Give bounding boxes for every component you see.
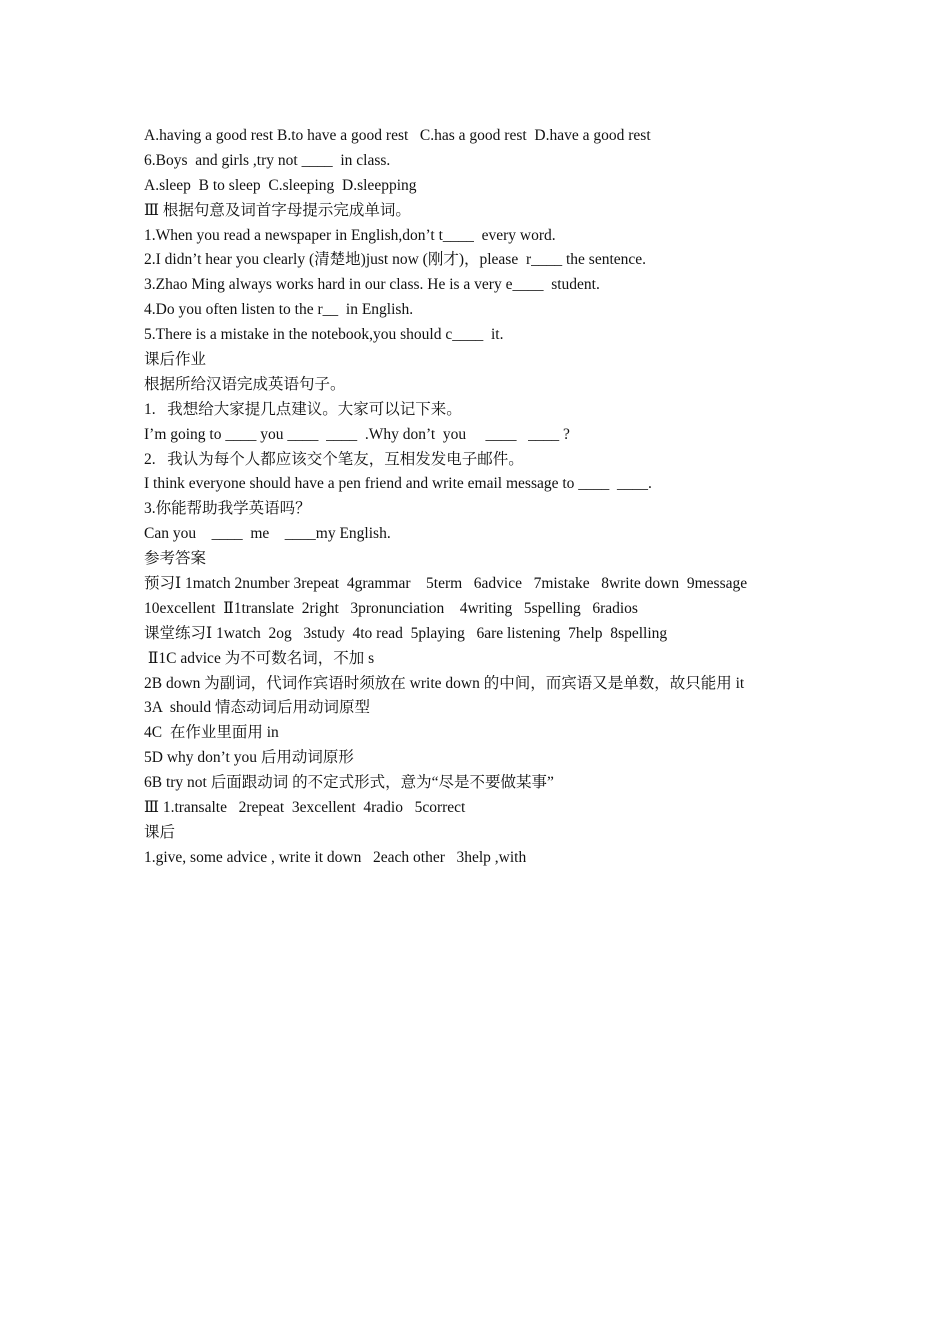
homework-2-english: I think everyone should have a pen friend and write email message to ____ ____. <box>144 475 652 493</box>
answers-homework: 1.give, some advice , write it down 2each other 3help ,with <box>144 848 527 866</box>
homework-heading: 课后作业 <box>144 351 207 369</box>
option-line-5: A.having a good rest B.to have a good rest C.has a good rest D.have a good rest <box>144 127 651 144</box>
option-line-6: A.sleep B to sleep C.sleeping D.sleepping <box>144 176 417 194</box>
answers-explanation-5: 5D why don’t you 后用动词原形 <box>144 749 354 767</box>
homework-instruction: 根据所给汉语完成英语句子。 <box>144 375 346 393</box>
homework-1-chinese: 1. 我想给大家提几点建议。大家可以记下来。 <box>144 400 462 418</box>
fill-word-1: 1.When you read a newspaper in English,don’t t____ every word. <box>144 226 556 244</box>
answers-homework-heading: 课后 <box>144 823 176 841</box>
answers-explanation-6: 6B try not 后面跟动词 的不定式形式，意为“尽是不要做某事” <box>144 774 554 792</box>
fill-word-3: 3.Zhao Ming always works hard in our class. He is a very e____ student. <box>144 276 600 294</box>
homework-1-english: I’m going to ____ you ____ ____ .Why don’t you ____ ____ ? <box>144 425 570 443</box>
answers-section-3: Ⅲ 1.transalte 2repeat 3excellent 4radio 5correct <box>144 799 466 817</box>
answers-heading: 参考答案 <box>144 550 207 568</box>
fill-word-4: 4.Do you often listen to the r__ in English. <box>144 301 414 319</box>
homework-3-english: Can you ____ me ____my English. <box>144 525 391 543</box>
answers-classwork-2: Ⅱ1C advice 为不可数名词，不加 s <box>144 649 375 667</box>
question-6: 6.Boys and girls ,try not ____ in class. <box>144 151 391 169</box>
answers-explanation-3: 3A should 情态动词后用动词原型 <box>144 699 371 717</box>
homework-2-chinese: 2. 我认为每个人都应该交个笔友，互相发发电子邮件。 <box>144 450 524 468</box>
answers-preview-2: 10excellent Ⅱ1translate 2right 3pronunciation 4writing 5spelling 6radios <box>144 599 638 617</box>
document-page <box>144 124 834 871</box>
answers-classwork-1: 课堂练习Ⅰ 1watch 2og 3study 4to read 5playing 6are listening 7help 8spelling <box>144 624 668 642</box>
fill-word-5: 5.There is a mistake in the notebook,you should c____ it. <box>144 326 504 344</box>
answers-preview-1: 预习Ⅰ 1match 2number 3repeat 4grammar 5term 6advice 7mistake 8write down 9message <box>144 575 748 593</box>
section-3-heading: Ⅲ 根据句意及词首字母提示完成单词。 <box>144 201 411 219</box>
fill-word-2: 2.I didn’t hear you clearly (清楚地)just now (刚才)，please r____ the sentence. <box>144 251 647 269</box>
homework-3-chinese: 3.你能帮助我学英语吗？ <box>144 500 311 518</box>
answers-explanation-4: 4C 在作业里面用 in <box>144 724 279 742</box>
answers-explanation-2: 2B down 为副词，代词作宾语时须放在 write down 的中间，而宾语又是单数，故只能用 it <box>144 674 745 692</box>
